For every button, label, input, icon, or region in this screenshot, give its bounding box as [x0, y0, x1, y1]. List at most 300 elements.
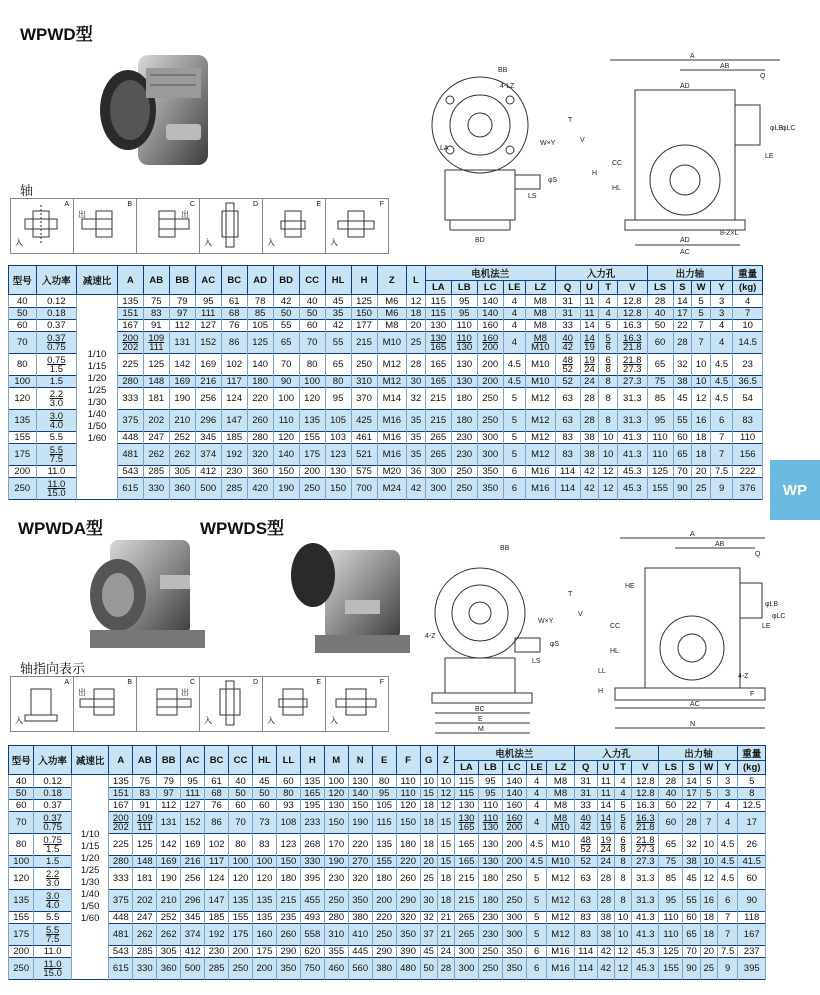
- table-cell: [157, 812, 181, 834]
- table-cell: [597, 890, 614, 912]
- table-cell: [221, 466, 247, 478]
- table-cell: [503, 388, 525, 410]
- cell-value: 5.5: [49, 444, 63, 456]
- cell-value: 0.75: [47, 354, 66, 366]
- cell-value: 12: [410, 295, 422, 307]
- table-cell: [437, 788, 454, 800]
- table-cell: [247, 354, 273, 376]
- table-cell: [205, 834, 229, 856]
- table-cell: [647, 332, 673, 354]
- cell-value: 124: [208, 873, 225, 884]
- table-cell: [647, 432, 673, 444]
- table-cell: [324, 800, 348, 812]
- table-cell: [325, 376, 351, 388]
- table-cell: [133, 912, 157, 924]
- col-power: 入功率: [36, 266, 77, 295]
- cell-value: 360: [174, 483, 191, 494]
- table-cell: [502, 788, 526, 800]
- cell-value: 5: [706, 775, 712, 787]
- cell-value: 300: [458, 946, 475, 957]
- table-cell: [555, 354, 580, 376]
- shaft-letter: D: [252, 201, 258, 208]
- table-cell: [351, 376, 377, 388]
- cell-value: 4: [620, 788, 626, 799]
- cell-value: 265: [458, 912, 475, 923]
- cell-value: 3.0: [49, 410, 63, 422]
- cell-value: 18: [703, 929, 715, 940]
- table-cell: [692, 295, 711, 308]
- col-BB: BB: [169, 266, 195, 295]
- table-cell: [710, 308, 732, 320]
- table-cell: [195, 320, 221, 332]
- table-cell: [478, 946, 502, 958]
- cell-value: 83: [562, 449, 573, 460]
- cell-value: 7: [744, 308, 751, 319]
- table-cell: [229, 834, 253, 856]
- cell-value: 130: [456, 376, 473, 387]
- cell-value: 260: [252, 415, 269, 426]
- cell-value: 9: [718, 483, 725, 494]
- table-cell: [109, 775, 133, 788]
- table-cell: [632, 868, 659, 890]
- cell-value: 12: [617, 963, 629, 974]
- cell-value: 110: [652, 449, 668, 460]
- cell-value: 48: [580, 834, 591, 846]
- wpwda-spec-table: [8, 745, 766, 980]
- cell-value: 35: [410, 415, 422, 426]
- cell-value: 11.0: [43, 958, 62, 970]
- table-cell: [34, 812, 71, 834]
- table-cell: [273, 376, 299, 388]
- table-row: [9, 924, 766, 946]
- table-cell: [617, 308, 647, 320]
- table-cell: [109, 788, 133, 800]
- cell-value: M12: [531, 432, 550, 443]
- table-cell: [555, 332, 580, 354]
- table-cell: [372, 800, 396, 812]
- table-cell: [437, 800, 454, 812]
- table-cell: [157, 834, 181, 856]
- cell-value: 500: [200, 483, 217, 494]
- dim-label: Q: [755, 551, 761, 558]
- shaft-diagram: [200, 199, 263, 253]
- cell-value: 5: [698, 308, 704, 319]
- table-cell: [503, 466, 525, 478]
- cell-value: 42: [600, 946, 612, 957]
- shaft-in-label: 入: [15, 716, 23, 725]
- cell-value: 5: [533, 895, 540, 906]
- table-cell: [247, 295, 273, 308]
- cell-value: 38: [686, 856, 697, 867]
- table-cell: [325, 295, 351, 308]
- cell-value: 230: [328, 873, 345, 884]
- table-cell: [205, 946, 229, 958]
- cell-value: 86: [228, 337, 240, 348]
- table-cell: [502, 812, 526, 834]
- cell-value: 40: [562, 332, 573, 344]
- table-cell: [632, 946, 659, 958]
- table-cell: [700, 890, 717, 912]
- cell-value: 5: [706, 788, 712, 799]
- cell-value: 256: [200, 393, 217, 404]
- table-cell: [420, 868, 437, 890]
- cell-value: 167: [743, 929, 760, 940]
- table-cell: [526, 320, 556, 332]
- table-cell: [157, 958, 181, 980]
- cell-value: 95: [485, 788, 496, 799]
- cell-value: 18: [423, 800, 434, 811]
- cell-value: 24: [600, 856, 612, 867]
- table-cell: [181, 834, 205, 856]
- table-cell: [574, 868, 597, 890]
- table-cell: [195, 332, 221, 354]
- cell-value: 95: [458, 295, 470, 307]
- cell-value: 1.5: [46, 856, 60, 867]
- table-cell: [503, 320, 525, 332]
- table-cell: [300, 800, 324, 812]
- table-cell: [425, 320, 451, 332]
- cell-value: 40: [235, 775, 246, 787]
- table-cell: [169, 466, 195, 478]
- cell-value: 27.3: [623, 363, 642, 375]
- table-cell: [169, 444, 195, 466]
- cell-value: 180: [482, 873, 499, 884]
- table-cell: [683, 946, 700, 958]
- cell-value: 500: [184, 963, 201, 974]
- cell-value: 195: [304, 800, 321, 811]
- cell-value: 285: [148, 466, 165, 477]
- wpwd-dimension-drawing: [420, 50, 800, 260]
- model-cell: 120: [9, 388, 37, 410]
- cell-value: 175: [304, 449, 321, 460]
- table-cell: [299, 410, 325, 432]
- cell-value: 95: [202, 295, 214, 307]
- cell-value: 7.5: [46, 933, 60, 945]
- cell-value: 350: [352, 895, 369, 906]
- cell-value: 750: [304, 963, 321, 974]
- cell-value: 151: [122, 308, 139, 319]
- table-row: [9, 856, 766, 868]
- table-cell: [617, 332, 647, 354]
- col-flange: 电机法兰: [455, 746, 575, 761]
- col-Y: Y: [710, 281, 732, 295]
- cell-value: 615: [122, 483, 139, 494]
- table-cell: [547, 924, 574, 946]
- table-cell: [109, 868, 133, 890]
- col-LC: LC: [477, 281, 503, 295]
- cell-value: 425: [356, 415, 372, 426]
- table-cell: [738, 912, 766, 924]
- model-cell: 80: [9, 834, 34, 856]
- table-cell: [420, 856, 437, 868]
- cell-value: 105: [376, 800, 393, 811]
- cell-value: 200: [112, 812, 129, 824]
- table-cell: [300, 946, 324, 958]
- cell-value: 60: [235, 800, 246, 811]
- cell-value: 202: [112, 821, 129, 833]
- table-cell: [396, 924, 420, 946]
- cell-value: 93: [283, 800, 294, 811]
- table-cell: [300, 924, 324, 946]
- table-cell: [133, 788, 157, 800]
- table-cell: [252, 775, 276, 788]
- col-A: A: [117, 266, 143, 295]
- table-cell: [299, 308, 325, 320]
- table-cell: [109, 812, 133, 834]
- cell-value: 75: [151, 295, 162, 307]
- table-cell: [659, 958, 683, 980]
- table-cell: [647, 376, 673, 388]
- table-cell: [425, 308, 451, 320]
- cell-value: 250: [482, 393, 499, 404]
- table-cell: [273, 320, 299, 332]
- cell-value: 25: [695, 483, 707, 494]
- cell-value: 376: [739, 483, 756, 494]
- cell-value: 169: [200, 359, 217, 370]
- cell-value: 700: [356, 483, 372, 494]
- shaft-diagram: [263, 199, 326, 253]
- table-row: [9, 788, 766, 800]
- cell-value: 70: [235, 817, 246, 828]
- cell-value: 90: [280, 376, 292, 387]
- table-cell: [348, 775, 372, 788]
- cell-value: M8: [533, 320, 547, 331]
- table-cell: [396, 946, 420, 958]
- cell-value: 330: [304, 856, 321, 867]
- table-cell: [252, 890, 276, 912]
- cell-value: 60: [306, 320, 318, 331]
- table-cell: [407, 478, 426, 500]
- cell-value: M8: [533, 308, 547, 319]
- table-cell: [738, 775, 766, 788]
- table-cell: [526, 868, 547, 890]
- table-cell: [407, 376, 426, 388]
- cell-value: 40: [580, 812, 591, 824]
- table-cell: [614, 856, 631, 868]
- table-cell: [502, 912, 526, 924]
- table-cell: [195, 308, 221, 320]
- cell-value: 220: [252, 393, 269, 404]
- cell-value: 80: [378, 775, 390, 787]
- table-cell: [437, 890, 454, 912]
- table-cell: [221, 444, 247, 466]
- cell-value: 38: [584, 449, 595, 460]
- cell-value: 4.5: [529, 856, 544, 867]
- table-cell: [325, 410, 351, 432]
- table-cell: [348, 868, 372, 890]
- cell-value: 15.0: [47, 487, 66, 499]
- cell-value: 97: [163, 788, 174, 799]
- ratio-cell: [71, 775, 108, 980]
- table-cell: [692, 444, 711, 466]
- col-U: U: [580, 281, 599, 295]
- cell-value: 135: [304, 775, 321, 787]
- table-cell: [599, 308, 618, 320]
- dim-label: AB: [720, 63, 730, 70]
- col-L: L: [407, 266, 426, 295]
- table-cell: [659, 912, 683, 924]
- table-cell: [597, 800, 614, 812]
- table-cell: [733, 388, 763, 410]
- cell-value: M10: [551, 856, 570, 867]
- shaft-letter: A: [64, 201, 69, 208]
- cell-value: 111: [149, 341, 164, 353]
- dim-label: φS: [548, 177, 558, 184]
- table-cell: [683, 775, 700, 788]
- cell-value: 4: [718, 320, 725, 331]
- col-kg: (kg): [733, 281, 763, 295]
- table-cell: [169, 376, 195, 388]
- table-cell: [36, 388, 77, 410]
- cell-value: 4.5: [714, 376, 729, 387]
- table-cell: [683, 800, 700, 812]
- cell-value: 15: [440, 817, 452, 828]
- cell-value: 45: [677, 393, 688, 404]
- cell-value: 12.8: [636, 775, 655, 787]
- cell-value: 35: [410, 432, 422, 443]
- cell-value: M16: [382, 415, 402, 426]
- shaft-letter: D: [252, 679, 258, 686]
- table-cell: [547, 775, 574, 788]
- table-cell: [717, 958, 738, 980]
- table-cell: [348, 800, 372, 812]
- dim-label: W×Y: [540, 140, 556, 147]
- cell-value: 31.3: [623, 415, 642, 426]
- table-cell: [34, 958, 71, 980]
- dim-label: φLB: [765, 601, 779, 608]
- table-cell: [117, 466, 143, 478]
- cell-value: 28: [665, 775, 677, 787]
- cell-value: 100: [328, 775, 345, 787]
- cell-value: 28: [584, 415, 595, 426]
- cell-value: 16: [703, 895, 715, 906]
- cell-value: 250: [482, 963, 499, 974]
- table-cell: [738, 946, 766, 958]
- cell-value: 12.8: [623, 308, 642, 319]
- table-cell: [276, 868, 300, 890]
- cell-value: 11: [600, 788, 611, 799]
- table-cell: [299, 320, 325, 332]
- table-cell: [526, 775, 547, 788]
- wpwd-spec-table: [8, 265, 763, 500]
- col-AD: AD: [247, 266, 273, 295]
- col-BB: BB: [157, 746, 181, 775]
- cell-value: 14: [600, 800, 612, 811]
- table-cell: [229, 856, 253, 868]
- table-cell: [683, 890, 700, 912]
- table-cell: [617, 466, 647, 478]
- table-cell: [181, 924, 205, 946]
- col-Z: Z: [437, 746, 454, 775]
- cell-value: 256: [184, 873, 201, 884]
- table-cell: [710, 332, 732, 354]
- section2-title-a: WPWDA型: [18, 519, 103, 538]
- dim-label: LA: [440, 145, 449, 152]
- col-A: A: [109, 746, 133, 775]
- table-cell: [555, 308, 580, 320]
- table-cell: [169, 308, 195, 320]
- dim-label: HL: [610, 648, 619, 655]
- cell-value: 200: [482, 341, 499, 353]
- cell-value: 200: [506, 839, 523, 850]
- cell-value: 20: [423, 856, 434, 867]
- table-row: [9, 354, 763, 376]
- table-cell: [425, 444, 451, 466]
- cell-value: 360: [160, 963, 177, 974]
- table-cell: [372, 958, 396, 980]
- cell-value: 370: [356, 393, 372, 404]
- table-cell: [229, 868, 253, 890]
- cell-value: 4.5: [721, 856, 735, 867]
- cell-value: 7: [718, 449, 725, 460]
- table-cell: [425, 376, 451, 388]
- cell-value: 112: [174, 320, 190, 331]
- table-cell: [502, 834, 526, 856]
- cell-value: 140: [278, 449, 295, 460]
- table-cell: [276, 912, 300, 924]
- cell-value: 20: [410, 320, 422, 331]
- table-cell: [733, 295, 763, 308]
- cell-value: 333: [122, 393, 139, 404]
- table-cell: [372, 788, 396, 800]
- table-cell: [437, 958, 454, 980]
- table-cell: [143, 388, 169, 410]
- table-cell: [683, 834, 700, 856]
- table-cell: [526, 410, 556, 432]
- cell-value: 80: [235, 839, 246, 850]
- cell-value: 165: [458, 839, 475, 850]
- table-cell: [377, 478, 407, 500]
- cell-value: 8: [620, 843, 626, 855]
- table-cell: [221, 478, 247, 500]
- table-cell: [502, 958, 526, 980]
- table-cell: [574, 800, 597, 812]
- table-cell: [348, 812, 372, 834]
- cell-value: 7: [725, 912, 731, 923]
- cell-value: 28: [654, 295, 666, 307]
- table-cell: [205, 775, 229, 788]
- cell-value: 190: [352, 817, 369, 828]
- col-F: F: [396, 746, 420, 775]
- table-cell: [526, 295, 556, 308]
- dim-label: T: [568, 591, 573, 598]
- table-cell: [632, 788, 659, 800]
- cell-value: M16: [551, 946, 570, 957]
- cell-value: 11: [600, 775, 611, 787]
- cell-value: 4.5: [721, 839, 735, 850]
- cell-value: 300: [482, 432, 499, 443]
- table-cell: [205, 812, 229, 834]
- table-cell: [574, 834, 597, 856]
- cell-value: 115: [458, 788, 475, 799]
- cell-value: 15: [440, 839, 452, 850]
- cell-value: 11: [584, 295, 595, 307]
- table-cell: [273, 432, 299, 444]
- cell-value: 90: [686, 963, 697, 974]
- table-cell: [451, 354, 477, 376]
- table-cell: [700, 856, 717, 868]
- cell-value: 4: [511, 295, 518, 307]
- cell-value: 230: [456, 432, 473, 443]
- shaft-in-label: 入: [267, 238, 275, 247]
- ratio-value: 1/25: [80, 865, 100, 876]
- table-cell: [133, 775, 157, 788]
- cell-value: 125: [252, 337, 269, 348]
- table-cell: [526, 924, 547, 946]
- cell-value: 155: [652, 483, 668, 494]
- cell-value: 131: [160, 817, 177, 828]
- cell-value: 125: [356, 295, 372, 307]
